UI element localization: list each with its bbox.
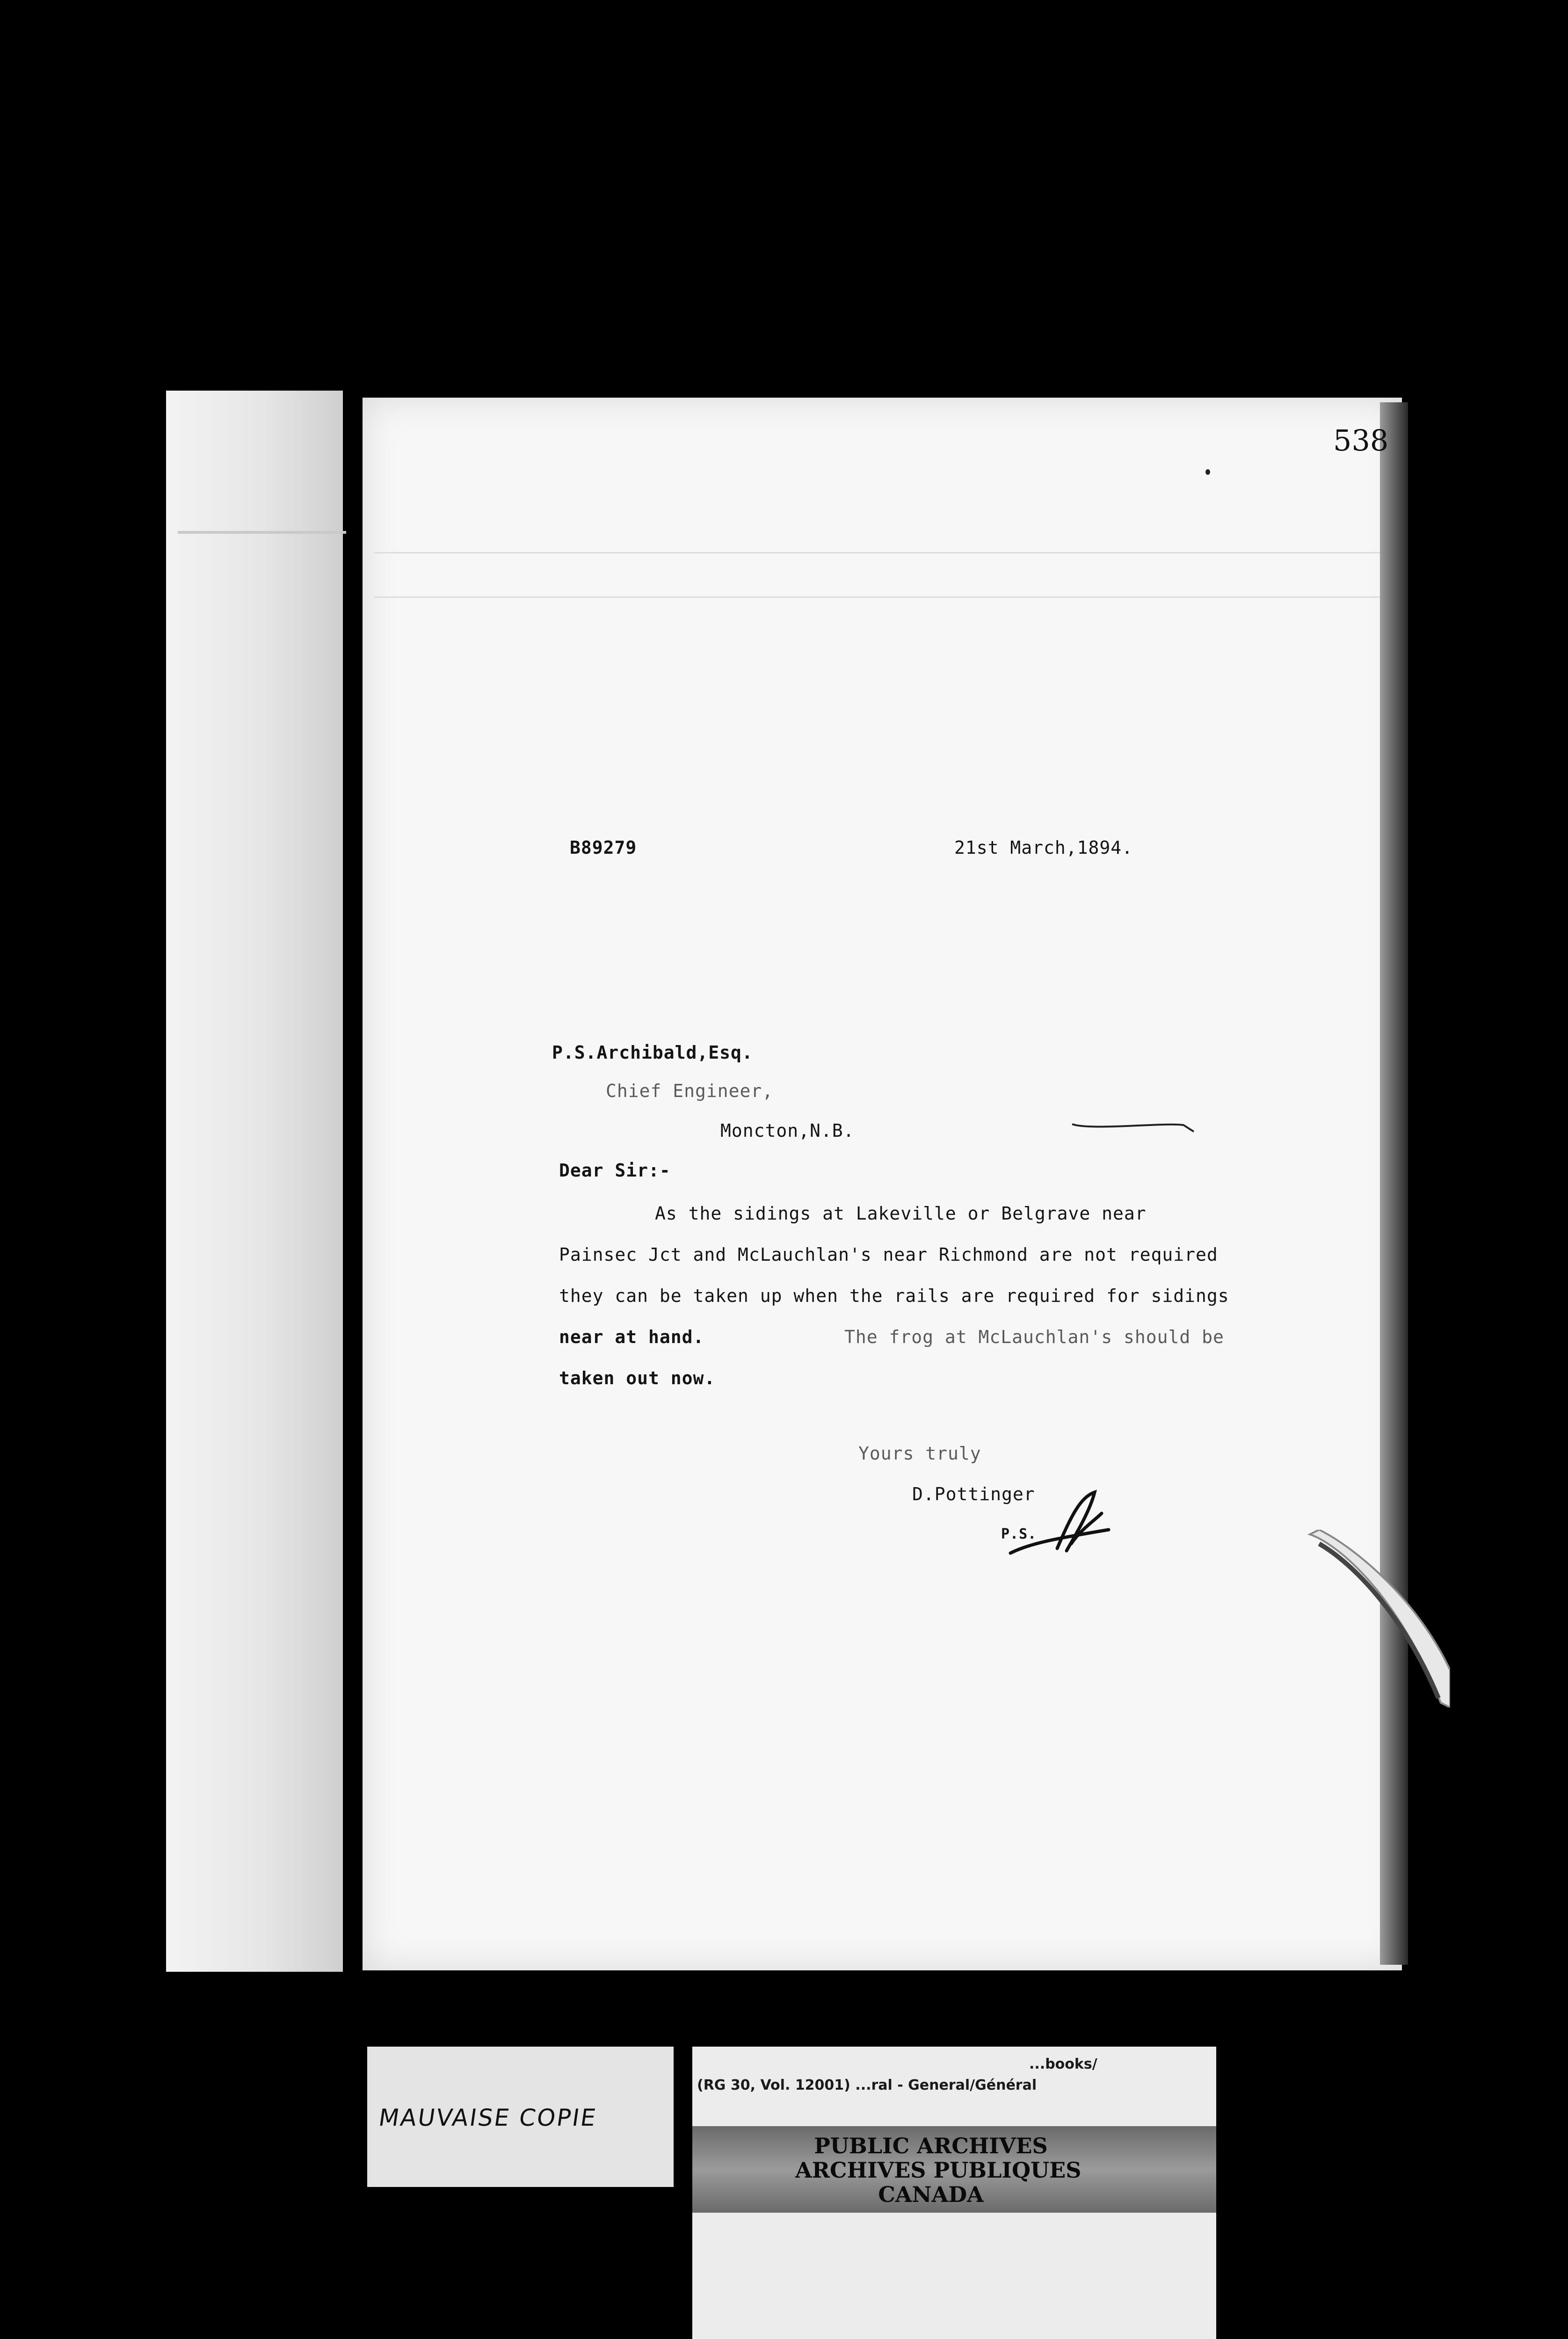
salutation: Dear Sir:- — [559, 1160, 671, 1181]
body-line: near at hand. — [559, 1327, 704, 1347]
archive-line-2: (RG 30, Vol. 12001) ...ral - General/Général — [697, 2077, 1037, 2093]
letter-page — [363, 398, 1402, 1970]
letter-date: 21st March,1894. — [954, 837, 1133, 858]
signatory: D.Pottinger — [912, 1484, 1035, 1504]
left-folded-page — [166, 391, 343, 1972]
mauvaise-copie-note: MAUVAISE COPIE — [377, 2104, 599, 2131]
recipient-title: Chief Engineer, — [606, 1081, 774, 1101]
handwritten-signature — [1001, 1488, 1113, 1567]
body-line: The frog at McLauchlan's should be — [844, 1327, 1224, 1347]
body-line: they can be taken up when the rails are required for sidings — [559, 1286, 1229, 1306]
initials: P.S. — [1001, 1526, 1037, 1542]
body-line: Painsec Jct and McLauchlan's near Richmond are not required — [559, 1244, 1218, 1265]
pen-stylus — [1300, 1530, 1450, 1707]
page-rule — [374, 552, 1380, 553]
body-line: taken out now. — [559, 1368, 716, 1388]
recipient-name: P.S.Archibald,Esq. — [552, 1042, 753, 1063]
letter-reference: B89279 — [570, 837, 637, 858]
page-edge-shadow — [1380, 402, 1408, 1965]
closing: Yours truly — [858, 1443, 981, 1464]
strip-rule — [178, 531, 346, 534]
recipient-place: Moncton,N.B. — [720, 1120, 855, 1141]
page-rule — [374, 596, 1380, 598]
stamp-line-1: PUBLIC ARCHIVES — [814, 2133, 1048, 2158]
hand-drawn-bracket — [1071, 1120, 1198, 1133]
folio-number: 538 — [1333, 423, 1389, 458]
archive-line-1: ...books/ — [1029, 2056, 1097, 2072]
body-line: As the sidings at Lakeville or Belgrave near — [655, 1203, 1147, 1224]
stamp-line-2: ARCHIVES PUBLIQUES — [795, 2157, 1082, 2183]
ink-dot — [1205, 469, 1210, 475]
stamp-line-3: CANADA — [878, 2182, 984, 2207]
